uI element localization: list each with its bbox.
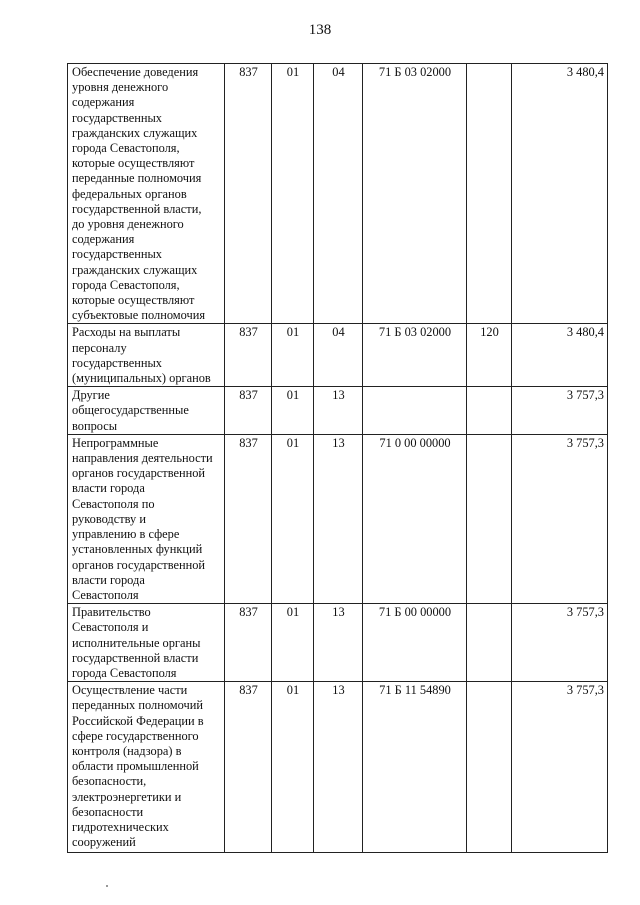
ministry-code-cell: 837 bbox=[225, 64, 272, 324]
expense-type-cell bbox=[467, 64, 512, 324]
section-code-cell: 01 bbox=[272, 434, 314, 603]
ministry-code-cell: 837 bbox=[225, 324, 272, 387]
target-article-cell bbox=[363, 387, 467, 435]
budget-table bbox=[67, 63, 608, 853]
expense-name-cell: Расходы на выплаты персоналу государственных (муниципальных) органов bbox=[68, 324, 225, 387]
expense-name-cell: Другие общегосударственные вопросы bbox=[68, 387, 225, 435]
section-code-cell: 01 bbox=[272, 324, 314, 387]
table-row bbox=[68, 64, 608, 324]
target-article-cell: 71 Б 00 00000 bbox=[363, 604, 467, 682]
expense-name-cell: Непрограммные направления деятельности органов государственной власти города Севастополя по руководству и управлению в сфере установленных функций органов государственной власти города Севастополя bbox=[68, 434, 225, 603]
amount-cell: 3 757,3 bbox=[512, 387, 608, 435]
expense-type-cell bbox=[467, 604, 512, 682]
ministry-code-cell: 837 bbox=[225, 604, 272, 682]
section-code-cell: 01 bbox=[272, 387, 314, 435]
expense-type-cell: 120 bbox=[467, 324, 512, 387]
scan-speck bbox=[106, 885, 108, 887]
target-article-cell: 71 0 00 00000 bbox=[363, 434, 467, 603]
subsection-code-cell: 04 bbox=[314, 64, 363, 324]
section-code-cell: 01 bbox=[272, 64, 314, 324]
subsection-code-cell: 13 bbox=[314, 682, 363, 853]
table-row bbox=[68, 682, 608, 853]
expense-name-cell: Обеспечение доведения уровня денежного содержания государственных гражданских служащих города Севастополя, которые осуществляют переданные полномочия федеральных органов государственной власти, до уровня денежного содержания государственных гражданских служащих города Севастополя, которые осуществляют субъектовые полномочия bbox=[68, 64, 225, 324]
amount-cell: 3 757,3 bbox=[512, 682, 608, 853]
subsection-code-cell: 13 bbox=[314, 604, 363, 682]
target-article-cell: 71 Б 03 02000 bbox=[363, 64, 467, 324]
amount-cell: 3 480,4 bbox=[512, 324, 608, 387]
table-row bbox=[68, 604, 608, 682]
subsection-code-cell: 13 bbox=[314, 434, 363, 603]
section-code-cell: 01 bbox=[272, 682, 314, 853]
ministry-code-cell: 837 bbox=[225, 387, 272, 435]
target-article-cell: 71 Б 11 54890 bbox=[363, 682, 467, 853]
subsection-code-cell: 13 bbox=[314, 387, 363, 435]
table-row bbox=[68, 434, 608, 603]
section-code-cell: 01 bbox=[272, 604, 314, 682]
expense-name-cell: Правительство Севастополя и исполнительные органы государственной власти города Севастополя bbox=[68, 604, 225, 682]
amount-cell: 3 480,4 bbox=[512, 64, 608, 324]
expense-name-cell: Осуществление части переданных полномочий Российской Федерации в сфере государственного контроля (надзора) в области промышленной безопасности, электроэнергетики и безопасности гидротехнических сооружений bbox=[68, 682, 225, 853]
subsection-code-cell: 04 bbox=[314, 324, 363, 387]
table-row bbox=[68, 324, 608, 387]
table-row bbox=[68, 387, 608, 435]
page-number: 138 bbox=[308, 22, 332, 38]
amount-cell: 3 757,3 bbox=[512, 604, 608, 682]
expense-type-cell bbox=[467, 434, 512, 603]
ministry-code-cell: 837 bbox=[225, 434, 272, 603]
amount-cell: 3 757,3 bbox=[512, 434, 608, 603]
expense-type-cell bbox=[467, 682, 512, 853]
expense-type-cell bbox=[467, 387, 512, 435]
target-article-cell: 71 Б 03 02000 bbox=[363, 324, 467, 387]
ministry-code-cell: 837 bbox=[225, 682, 272, 853]
